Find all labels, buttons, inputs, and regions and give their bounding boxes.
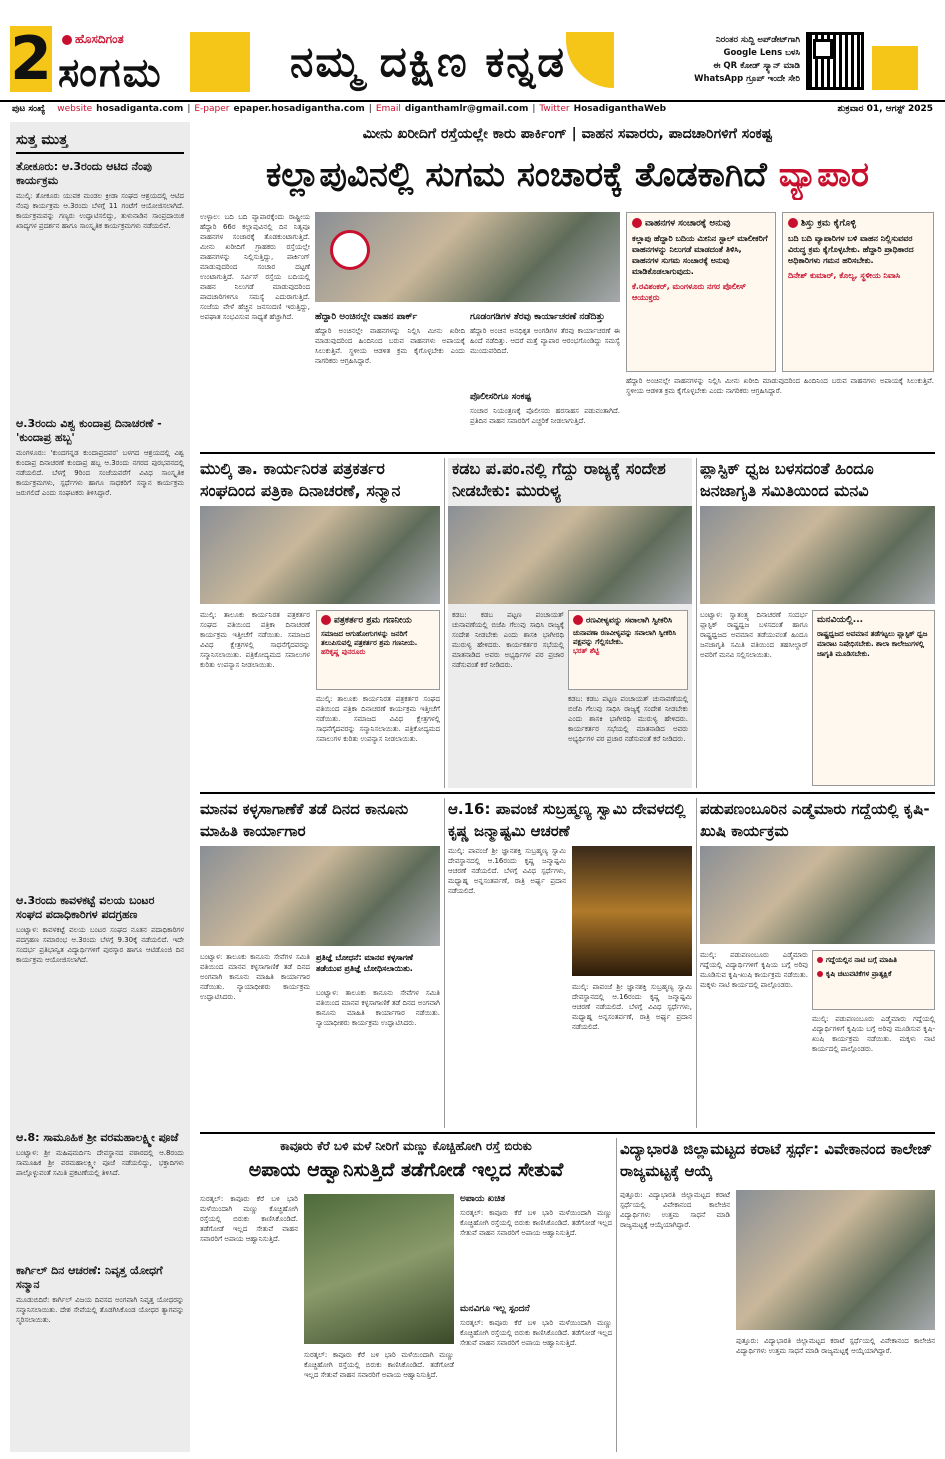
story-box-text: ಸಮಾಜದ ಆಗುಹೋಗುಗಳನ್ನು ಜನರಿಗೆ ತಲುಪಿಸುವಲ್ಲಿ ಪತ್ರಕರ್ತರ ಶ್ರಮ ಗಣನೀಯ. (321, 629, 418, 647)
section-title: ನಮ್ಮ ದಕ್ಷಿಣ ಕನ್ನಡ (290, 37, 567, 86)
sidebar-item-body: ಮಂಗಳೂರು: 'ಕುಂದಗನ್ನಡ ಕುಂದಾಪ್ರದವರ' ಬಳಗದ ಆಶ್ರಯದಲ್ಲಿ ವಿಶ್ವ ಕುಂದಾಪ್ರ ದಿನಾಚರಣೆ ಕುಂದಾಪ್ರ ಹಬ್ಬ ಆ.3ರಂದು ನಗರದ ಪುರಭವನದಲ್ಲಿ ನಡೆಯಲಿದೆ. ಬೆಳಗ್ಗೆ 9ರಿಂದ ಸಂಜೆಯವರೆಗೆ ವಿವಿಧ ಸಾಂಸ್ಕೃತಿಕ ಕಾರ್ಯಕ್ರಮಗಳು, ಸ್ಪರ್ಧೆಗಳು ಹಾಗೂ ಸಾಧಕರಿಗೆ ಸನ್ಮಾನ ಕಾರ್ಯಕ್ರಮ ಜರುಗಲಿದೆ ಎಂದು ಸಂಘಟಕರು ತಿಳಿಸಿದ್ದಾರೆ. (16, 449, 184, 497)
story-body: ಬಂಟ್ವಾಳ: ಸ್ವಾತಂತ್ರ್ಯ ದಿನಾಚರಣೆ ಸಂದರ್ಭ ಪ್ಲಾಸ್ಟಿಕ್ ರಾಷ್ಟ್ರಧ್ವಜ ಬಳಸದಂತೆ ಹಾಗೂ ರಾಷ್ಟ್ರಧ್ವಜದ ಅವಮಾನ ತಡೆಯುವಂತೆ ಹಿಂದೂ ಜನಜಾಗೃತಿ ಸಮಿತಿ ವತಿಯಿಂದ ತಹಸೀಲ್ದಾರ್ ಅವರಿಗೆ ಮನವಿ ಸಲ್ಲಿಸಲಾಯಿತು. (700, 611, 808, 659)
story-box-title: ಮನವಿಯಲ್ಲಿ... (817, 615, 864, 625)
quote-byline: ದಿನೇಶ್ ಕುಮಾರ್, ಕೊಲ್ಯ, ಸ್ಥಳೀಯ ನಿವಾಸಿ (788, 270, 901, 280)
sun-graphic (566, 32, 614, 88)
bullet-item: ಗದ್ದೆಯಲ್ಲಿನ ನಾಟಿ ಬಗ್ಗೆ ಮಾಹಿತಿ (817, 955, 930, 965)
info-bar: ಪುಟ ಸಂಖ್ಯೆ website hosadiganta.com | E-paper epaper.hosadigantha.com | Email diganthamlr@gmail.com | Twitter HosadiganthaWeb ಶುಕ್ರವಾರ 01, ಆಗಸ್ಟ್ 2025 (0, 100, 945, 116)
divider (616, 1138, 617, 1452)
quote-bullet-icon (632, 218, 642, 228)
yellow-tab (872, 46, 918, 90)
divider (444, 798, 445, 1128)
masthead (0, 0, 945, 102)
sidebar-item-body: ಮೂಡುಬಿದಿರೆ: ಕಾರ್ಗಿಲ್ ವಿಜಯ ದಿವಸದ ಅಂಗವಾಗಿ ನಿವೃತ್ತ ಯೋಧರನ್ನು ಸನ್ಮಾನಿಸಲಾಯಿತು. ದೇಶ ಸೇವೆಯಲ್ಲಿ ತೊಡಗಿಸಿಕೊಂಡ ಯೋಧರ ತ್ಯಾಗವನ್ನು ಸ್ಮರಿಸಲಾಯಿತು. (16, 1296, 184, 1324)
quote-text: ಕಲ್ಲಾಪು ಹೆದ್ದಾರಿ ಬದಿಯ ಮೀನಿನ ಸ್ಟಾಲ್ ಮಾಲೀಕರಿಗೆ ವಾಹನಗಳನ್ನು ನಿಲುಗಡೆ ಮಾಡದಂತೆ ತಿಳಿಸಿ, ವಾಹನಗಳ ಸುಗಮ ಸಂಚಾರಕ್ಕೆ ಅನುವು ಮಾಡಿಕೊಡಲಾಗುವುದು. (632, 233, 768, 276)
lead-subbody: ಹೆದ್ದಾರಿ ಅಂಚಿನ ಅನಧಿಕೃತ ಅಂಗಡಿಗಳ ತೆರವು ಕಾರ್ಯಾಚರಣೆ ಈ ಹಿಂದೆ ನಡೆದಿತ್ತು. ಆದರೆ ಮತ್ತೆ ವ್ಯಾಪಾರ ಆರಂಭಗೊಂಡಿದ್ದು ಸಮಸ್ಯೆ ಮುಂದುವರಿದಿದೆ. (470, 327, 620, 355)
sidebar-item-body: ಮುಲ್ಕಿ: ತೋಕೂರು ಯುವಕ ಮಂಡಲ ಕ್ರೀಡಾ ಸಂಘದ ಆಶ್ರಯದಲ್ಲಿ ಆಟಿದ ನೆಂಪು ಕಾರ್ಯಕ್ರಮ ಆ.3ರಂದು ಬೆಳಗ್ಗೆ 11 ಗಂಟೆಗೆ ಆಯೋಜಿಸಲಾಗಿದೆ. ಕಾರ್ಯಕ್ರಮವನ್ನು ಗಣ್ಯರು ಉದ್ಘಾಟಿಸಲಿದ್ದು, ತುಳುನಾಡಿನ ಸಾಂಪ್ರದಾಯಿಕ ಖಾದ್ಯಗಳ ಪ್ರದರ್ಶನ ಹಾಗೂ ಸಾಂಸ್ಕೃತಿಕ ಕಾರ್ಯಕ್ರಮಗಳು ನಡೆಯಲಿವೆ. (16, 192, 184, 230)
sidebar-item (16, 894, 184, 1125)
story-headline: ಕಡಬ ಪ.ಪಂ.ನಲ್ಲಿ ಗೆದ್ದು ರಾಜ್ಯಕ್ಕೆ ಸಂದೇಶ ನೀಡಬೇಕು: ಮುರುಳ್ಯ (452, 459, 666, 500)
quote-byline: ಕೆ.ರವಿಶಂಕರ್, ಮಂಗಳೂರು ನಗರ ಪೊಲೀಸ್ ಆಯುಕ್ತರು (632, 281, 746, 302)
quote-text: ಬದಿ ಬದಿ ವ್ಯಾಪಾರಿಗಳ ಬಳಿ ವಾಹನ ನಿಲ್ಲಿಸುವವರ ವಿರುದ್ಧ ಕ್ರಮ ಕೈಗೊಳ್ಳಬೇಕು. ಹೆದ್ದಾರಿ ಪ್ರಾಧಿಕಾರದ ಅಧಿಕಾರಿಗಳು ಗಮನ ಹರಿಸಬೇಕು. (788, 233, 914, 265)
twitter-label: Twitter (539, 104, 570, 114)
story-headline: ಪಡುಪಣಂಬೂರಿನ ಎಡ್ಮೆಮಾರು ಗದ್ದೆಯಲ್ಲಿ ಕೃಷಿ-ಖುಷಿ ಕಾರ್ಯಕ್ರಮ (700, 800, 930, 840)
story-body: ಮುಲ್ಕಿ: ಪಾವಂಜೆ ಶ್ರೀ ಜ್ಞಾನಶಕ್ತಿ ಸುಬ್ರಹ್ಮಣ್ಯ ಸ್ವಾಮಿ ದೇವಸ್ಥಾನದಲ್ಲಿ ಆ.16ರಂದು ಕೃಷ್ಣ ಜನ್ಮಾಷ್ಟಮಿ ಆಚರಣೆ ನಡೆಯಲಿದೆ. ಬೆಳಗ್ಗೆ ವಿವಿಧ ಸ್ಪರ್ಧೆಗಳು, ಮಧ್ಯಾಹ್ನ ಅನ್ನಸಂತರ್ಪಣೆ, ರಾತ್ರಿ ಅರ್ಘ್ಯ ಪ್ರದಾನ ನಡೆಯಲಿದೆ. (448, 847, 566, 895)
story-subhead: ಮನವಿಗೂ ಇಲ್ಲ ಸ್ಪಂದನೆ (460, 1304, 530, 1314)
sidebar-item-title: ಆ.3ರಂದು ವಿಶ್ವ ಕುಂದಾಪ್ರ ದಿನಾಚರಣೆ - 'ಕುಂದಾಪ್ರ ಹಬ್ಬ' (16, 417, 162, 444)
lead-subhead: ಪೊಲೀಸರಿಗೂ ಸಂಕಷ್ಟ (470, 392, 532, 402)
lead-headline: ಕಲ್ಲಾಪುವಿನಲ್ಲಿ ಸುಗಮ ಸಂಚಾರಕ್ಕೆ ತೊಡಕಾಗಿದೆ ವ್ಯಾಪಾರ (265, 155, 870, 195)
story-body-cont: ಸುರತ್ಕಲ್: ಕಾವೂರು ಕೆರೆ ಬಳಿ ಭಾರಿ ಮಳೆಯಿಂದಾಗಿ ಮಣ್ಣು ಕೊಚ್ಚಿಹೋಗಿ ರಸ್ತೆಯಲ್ಲಿ ಬಿರುಕು ಕಾಣಿಸಿಕೊಂಡಿದೆ. ತಡೆಗೋಡೆ ಇಲ್ಲದ ಸೇತುವೆ ವಾಹನ ಸವಾರರಿಗೆ ಅಪಾಯ ಆಹ್ವಾನಿಸುತ್ತಿದೆ. (304, 1351, 454, 1379)
website-label: website (57, 104, 93, 114)
story-photo (200, 846, 440, 946)
lead-section-1 (315, 306, 465, 416)
sidebar-item-title: ಆ.8: ಸಾಮೂಹಿಕ ಶ್ರೀ ವರಮಹಾಲಕ್ಷ್ಮೀ ಪೂಜೆ (16, 1131, 179, 1144)
story-farming (700, 798, 935, 1128)
story-photo (200, 506, 440, 604)
story-side (460, 1194, 612, 1438)
story-photo (700, 846, 935, 944)
sidebar-item-body: ಬಂಟ್ವಾಳ: ಕಾವಳಕಟ್ಟೆ ವಲಯ ಬಂಟರ ಸಂಘದ ನೂತನ ಪದಾಧಿಕಾರಿಗಳ ಪದಗ್ರಹಣ ಸಮಾರಂಭ ಆ.3ರಂದು ಬೆಳಗ್ಗೆ 9.30ಕ್ಕೆ ನಡೆಯಲಿದೆ. ಇದೇ ಸಂದರ್ಭ ಪ್ರತಿಭಾನ್ವಿತ ವಿದ್ಯಾರ್ಥಿಗಳಿಗೆ ಪುರಸ್ಕಾರ ಹಾಗೂ ಆಟಿಡೊಂಜಿ ದಿನ ಕಾರ್ಯಕ್ರಮ ಆಯೋಜಿಸಲಾಗಿದೆ. (16, 926, 184, 964)
story-body-cont: ಮುಲ್ಕಿ: ಪಾವಂಜೆ ಶ್ರೀ ಜ್ಞಾನಶಕ್ತಿ ಸುಬ್ರಹ್ಮಣ್ಯ ಸ್ವಾಮಿ ದೇವಸ್ಥಾನದಲ್ಲಿ ಆ.16ರಂದು ಕೃಷ್ಣ ಜನ್ಮಾಷ್ಟಮಿ ಆಚರಣೆ ನಡೆಯಲಿದೆ. ಬೆಳಗ್ಗೆ ವಿವಿಧ ಸ್ಪರ್ಧೆಗಳು, ಮಧ್ಯಾಹ್ನ ಅನ್ನಸಂತರ್ಪಣೆ, ರಾತ್ರಿ ಅರ್ಘ್ಯ ಪ್ರದಾನ ನಡೆಯಲಿದೆ. (572, 983, 692, 1031)
divider (200, 1132, 935, 1134)
story-headline: ಅಪಾಯ ಆಹ್ವಾನಿಸುತ್ತಿದೆ ತಡೆಗೋಡೆ ಇಲ್ಲದ ಸೇತುವೆ (248, 1159, 564, 1181)
divider (444, 458, 445, 788)
story-subhead: ಅಪಾಯ ಖಚಿತ (460, 1194, 506, 1204)
story-body: ಕಡಬ: ಕಡಬ ಪಟ್ಟಣ ಪಂಚಾಯತ್ ಚುನಾವಣೆಯಲ್ಲಿ ಬಿಜೆಪಿ ಗೆಲುವು ಸಾಧಿಸಿ ರಾಜ್ಯಕ್ಕೆ ಸಂದೇಶ ನೀಡಬೇಕು ಎಂದು ಶಾಸಕಿ ಭಾಗೀರಥಿ ಮುರುಳ್ಯ ಹೇಳಿದರು. ಕಾರ್ಯಕರ್ತರ ಸಭೆಯಲ್ಲಿ ಮಾತನಾಡಿದ ಅವರು ಅಭ್ಯರ್ಥಿಗಳ ಪರ ಪ್ರಚಾರ ನಡೆಸುವಂತೆ ಕರೆ ನೀಡಿದರು. (452, 611, 564, 669)
quote-box (626, 212, 776, 372)
story-headline: ಪ್ಲಾಸ್ಟಿಕ್ ಧ್ವಜ ಬಳಸದಂತೆ ಹಿಂದೂ ಜನಜಾಗೃತಿ ಸಮಿತಿಯಿಂದ ಮನವಿ (700, 459, 874, 500)
story-body: ಮುಲ್ಕಿ: ತಾಲೂಕು ಕಾರ್ಯನಿರತ ಪತ್ರಕರ್ತರ ಸಂಘದ ವತಿಯಿಂದ ಪತ್ರಿಕಾ ದಿನಾಚರಣೆ ಕಾರ್ಯಕ್ರಮ ಇತ್ತೀಚೆಗೆ ನಡೆಯಿತು. ಸಮಾಜದ ವಿವಿಧ ಕ್ಷೇತ್ರಗಳಲ್ಲಿ ಸಾಧನೆಗೈದವರನ್ನು ಸನ್ಮಾನಿಸಲಾಯಿತು. ಪತ್ರಿಕೋದ್ಯಮದ ಸವಾಲುಗಳ ಕುರಿತು ಉಪನ್ಯಾಸ ನೀಡಲಾಯಿತು. (200, 611, 310, 669)
story-body-cont: ಕಡಬ: ಕಡಬ ಪಟ್ಟಣ ಪಂಚಾಯತ್ ಚುನಾವಣೆಯಲ್ಲಿ ಬಿಜೆಪಿ ಗೆಲುವು ಸಾಧಿಸಿ ರಾಜ್ಯಕ್ಕೆ ಸಂದೇಶ ನೀಡಬೇಕು ಎಂದು ಶಾಸಕಿ ಭಾಗೀರಥಿ ಮುರುಳ್ಯ ಹೇಳಿದರು. ಕಾರ್ಯಕರ್ತರ ಸಭೆಯಲ್ಲಿ ಮಾತನಾಡಿದ ಅವರು ಅಭ್ಯರ್ಥಿಗಳ ಪರ ಪ್ರಚಾರ ನಡೆಸುವಂತೆ ಕರೆ ನೀಡಿದರು. (568, 695, 688, 743)
story-body: ಪುತ್ತೂರು: ವಿದ್ಯಾಭಾರತಿ ಜಿಲ್ಲಾಮಟ್ಟದ ಕರಾಟೆ ಸ್ಪರ್ಧೆಯಲ್ಲಿ ವಿವೇಕಾನಂದ ಕಾಲೇಜಿನ ವಿದ್ಯಾರ್ಥಿಗಳು ಉತ್ತಮ ಸಾಧನೆ ಮಾಡಿ ರಾಜ್ಯಮಟ್ಟಕ್ಕೆ ಆಯ್ಕೆಯಾಗಿದ್ದಾರೆ. (620, 1191, 730, 1229)
email-link[interactable]: diganthamlr@gmail.com (404, 104, 529, 114)
story-trafficking (200, 798, 440, 1128)
website-link[interactable]: hosadiganta.com (96, 104, 184, 114)
story-box-title: ರಣವೀಳ್ಯವನ್ನು ಸವಾಲಾಗಿ ಸ್ವೀಕರಿಸಿ (573, 615, 683, 626)
story-body-cont: ಪುತ್ತೂರು: ವಿದ್ಯಾಭಾರತಿ ಜಿಲ್ಲಾಮಟ್ಟದ ಕರಾಟೆ ಸ್ಪರ್ಧೆಯಲ್ಲಿ ವಿವೇಕಾನಂದ ಕಾಲೇಜಿನ ವಿದ್ಯಾರ್ಥಿಗಳು ಉತ್ತಮ ಸಾಧನೆ ಮಾಡಿ ರಾಜ್ಯಮಟ್ಟಕ್ಕೆ ಆಯ್ಕೆಯಾಗಿದ್ದಾರೆ. (736, 1337, 935, 1355)
yellow-block (190, 32, 250, 92)
lead-kicker: ಮೀನು ಖರೀದಿಗೆ ರಸ್ತೆಯಲ್ಲೇ ಕಾರು ಪಾರ್ಕಿಂಗ್ | ವಾಹನ ಸವಾರರು, ಪಾದಚಾರಿಗಳಿಗೆ ಸಂಕಷ್ಟ (362, 126, 773, 142)
quote-title: ಶಿಸ್ತು ಕ್ರಮ ಕೈಗೊಳ್ಳಿ (788, 218, 928, 230)
lead-subbody: ಸಂಚಾರ ನಿಯಂತ್ರಣಕ್ಕೆ ಪೊಲೀಸರು ಹರಸಾಹಸ ಪಡುವಂತಾಗಿದೆ. ಪ್ರತಿದಿನ ವಾಹನ ಸವಾರರಿಗೆ ಎಚ್ಚರಿಕೆ ನೀಡಲಾಗುತ್ತಿದೆ. (470, 407, 620, 425)
brand-name: ಹೊಸದಿಗಂತ (62, 32, 124, 47)
story-headline: ವಿದ್ಯಾಭಾರತಿ ಜಿಲ್ಲಾಮಟ್ಟದ ಕರಾಟೆ ಸ್ಪರ್ಧೆ: ವಿವೇಕಾನಂದ ಕಾಲೇಜ್ ರಾಜ್ಯಮಟ್ಟಕ್ಕೆ ಆಯ್ಕೆ (620, 1140, 933, 1180)
story-photo (448, 506, 692, 604)
story-subbody: ಸುರತ್ಕಲ್: ಕಾವೂರು ಕೆರೆ ಬಳಿ ಭಾರಿ ಮಳೆಯಿಂದಾಗಿ ಮಣ್ಣು ಕೊಚ್ಚಿಹೋಗಿ ರಸ್ತೆಯಲ್ಲಿ ಬಿರುಕು ಕಾಣಿಸಿಕೊಂಡಿದೆ. ತಡೆಗೋಡೆ ಇಲ್ಲದ ಸೇತುವೆ ವಾಹನ ಸವಾರರಿಗೆ ಅಪಾಯ ಆಹ್ವಾನಿಸುತ್ತಿದೆ. (460, 1209, 612, 1237)
page-number: 2 (10, 24, 52, 94)
story-box (568, 610, 688, 690)
bullet-icon (321, 615, 331, 625)
story-box (316, 610, 440, 690)
story-box-byline: ಹರಿಕೃಷ್ಣ ಪುನರೂರು (321, 647, 366, 656)
story-photo (700, 506, 935, 604)
sidebar-item (16, 417, 184, 888)
story-subbody: ಸುರತ್ಕಲ್: ಕಾವೂರು ಕೆರೆ ಬಳಿ ಭಾರಿ ಮಳೆಯಿಂದಾಗಿ ಮಣ್ಣು ಕೊಚ್ಚಿಹೋಗಿ ರಸ್ತೆಯಲ್ಲಿ ಬಿರುಕು ಕಾಣಿಸಿಕೊಂಡಿದೆ. ತಡೆಗೋಡೆ ಇಲ್ಲದ ಸೇತುವೆ ವಾಹನ ಸವಾರರಿಗೆ ಅಪಾಯ ಆಹ್ವಾನಿಸುತ್ತಿದೆ. (460, 1319, 612, 1347)
quote-bullet-icon (788, 218, 798, 228)
issue-date: ಶುಕ್ರವಾರ 01, ಆಗಸ್ಟ್ 2025 (837, 104, 933, 114)
story-box (812, 950, 935, 1010)
epaper-label: E-paper (194, 104, 230, 114)
bullet-icon (573, 615, 583, 625)
story-body: ಸುರತ್ಕಲ್: ಕಾವೂರು ಕೆರೆ ಬಳಿ ಭಾರಿ ಮಳೆಯಿಂದಾಗಿ ಮಣ್ಣು ಕೊಚ್ಚಿಹೋಗಿ ರಸ್ತೆಯಲ್ಲಿ ಬಿರುಕು ಕಾಣಿಸಿಕೊಂಡಿದೆ. ತಡೆಗೋಡೆ ಇಲ್ಲದ ಸೇತುವೆ ವಾಹನ ಸವಾರರಿಗೆ ಅಪಾಯ ಆಹ್ವಾನಿಸುತ್ತಿದೆ. (200, 1195, 298, 1243)
story-journalists (200, 458, 440, 788)
bridge-photo (304, 1194, 454, 1344)
lead-continuation: ಹೆದ್ದಾರಿ ಅಂಚಿನಲ್ಲೇ ವಾಹನಗಳನ್ನು ನಿಲ್ಲಿಸಿ ಮೀನು ಖರೀದಿ ಮಾಡುವುದರಿಂದ ಹಿಂದಿನಿಂದ ಬರುವ ವಾಹನಗಳು ಅಪಾಯಕ್ಕೆ ಸಿಲುಕುತ್ತಿವೆ. ಸ್ಥಳೀಯ ಆಡಳಿತ ಕ್ರಮ ಕೈಗೊಳ್ಳಬೇಕು ಎಂದು ನಾಗರಿಕರು ಆಗ್ರಹಿಸಿದ್ದಾರೆ. (626, 377, 934, 395)
lead-section-2 (470, 306, 620, 436)
story-body: ಮುಲ್ಕಿ: ಪಡುಪಣಂಬೂರು ಎಡ್ಮೆಮಾರು ಗದ್ದೆಯಲ್ಲಿ ವಿದ್ಯಾರ್ಥಿಗಳಿಗೆ ಕೃಷಿಯ ಬಗ್ಗೆ ಅರಿವು ಮೂಡಿಸುವ ಕೃಷಿ-ಖುಷಿ ಕಾರ್ಯಕ್ರಮ ನಡೆಯಿತು. ಮಕ್ಕಳು ನಾಟಿ ಕಾರ್ಯದಲ್ಲಿ ಪಾಲ್ಗೊಂಡರು. (700, 951, 808, 989)
epaper-link[interactable]: epaper.hosadigantha.com (233, 104, 365, 114)
story-box-byline: ಭರತ್ ಶೆಟ್ಟಿ (573, 646, 600, 655)
lead-subhead: ಹೆದ್ದಾರಿ ಅಂಚಿನಲ್ಲೇ ವಾಹನ ಪಾರ್ಕ್ (315, 312, 418, 322)
story-headline: ಮಾನವ ಕಳ್ಳಸಾಗಾಣೆಕೆ ತಡೆ ದಿನದ ಕಾನೂನು ಮಾಹಿತಿ ಕಾರ್ಯಾಗಾರ (200, 800, 409, 840)
sidebar-item (16, 1264, 184, 1435)
story-karate (620, 1138, 935, 1452)
bullet-item: ಕೃಷಿ ಚಟುವಟಿಕೆಗಳ ಪ್ರಾತ್ಯಕ್ಷಿಕೆ (817, 969, 930, 979)
quote-title: ವಾಹನಗಳ ಸಂಚಾರಕ್ಕೆ ಅನುವು (632, 218, 770, 230)
story-box (812, 610, 935, 786)
divider (200, 452, 935, 454)
sidebar-item-title: ತೋಕೂರು: ಆ.3ರಂದು ಆಟಿದ ನೆಂಪು ಕಾರ್ಯಕ್ರಮ (16, 160, 152, 187)
sidebar-item-title: ಕಾರ್ಗಿಲ್ ದಿನ ಆಚರಣೆ: ನಿವೃತ್ತ ಯೋಧಗೆ ಸನ್ಮಾನ (16, 1264, 163, 1291)
sidebar (10, 122, 190, 1452)
story-quote: ಪ್ರತಿಜ್ಞೆ ಬೋಧನೆ: ಮಾನವ ಕಳ್ಳಸಾಗಣೆ ತಡೆಯುವ ಪ್ರತಿಜ್ಞೆ ಬೋಧಿಸಲಾಯಿತು. (316, 953, 413, 973)
deity-photo (572, 846, 692, 976)
story-body: ಬಂಟ್ವಾಳ: ತಾಲೂಕು ಕಾನೂನು ಸೇವೆಗಳ ಸಮಿತಿ ವತಿಯಿಂದ ಮಾನವ ಕಳ್ಳಸಾಗಾಣಿಕೆ ತಡೆ ದಿನದ ಅಂಗವಾಗಿ ಕಾನೂನು ಮಾಹಿತಿ ಕಾರ್ಯಾಗಾರ ನಡೆಯಿತು. ನ್ಯಾಯಾಧೀಶರು ಕಾರ್ಯಕ್ರಮ ಉದ್ಘಾಟಿಸಿದರು. (200, 953, 310, 1001)
story-box-title: ಪತ್ರಕರ್ತರ ಶ್ರಮ ಗಣನೀಯ (321, 615, 435, 627)
sidebar-item-title: ಆ.3ರಂದು ಕಾವಳಕಟ್ಟೆ ವಲಯ ಬಂಟರ ಸಂಘದ ಪದಾಧಿಕಾರಿಗಳ ಪದಗ್ರಹಣ (16, 894, 155, 921)
story-box-text: ಚುನಾವಣಾ ರಣವೀಳ್ಯವನ್ನು ಸವಾಲಾಗಿ ಸ್ವೀಕರಿಸಿ ಪಕ್ಷವನ್ನು ಗೆಲ್ಲಿಸಬೇಕು. (573, 628, 677, 646)
supplement-title: ಸಂಗಮ (58, 50, 163, 96)
sidebar-item (16, 1131, 184, 1258)
sidebar-logo: ಸುತ್ತ ಮುತ್ತ (16, 128, 184, 154)
story-box-text: ರಾಷ್ಟ್ರಧ್ವಜದ ಅವಮಾನ ತಡೆಗಟ್ಟಲು ಪ್ಲಾಸ್ಟಿಕ್ ಧ್ವಜ ಮಾರಾಟ ನಿಷೇಧಿಸಬೇಕು. ಶಾಲಾ ಕಾಲೇಜುಗಳಲ್ಲಿ ಜಾಗೃತಿ ಮೂಡಿಸಬೇಕು. (817, 630, 928, 658)
lead-subhead: ಗೂಡಂಗಡಿಗಳ ತೆರವು ಕಾರ್ಯಾಚರಣೆ ನಡೆದಿತ್ತು (470, 312, 605, 322)
bullet-icon (817, 957, 823, 963)
email-label: Email (375, 104, 401, 114)
sidebar-item (16, 160, 184, 411)
brand-dot-icon (62, 35, 72, 45)
twitter-link[interactable]: HosadiganthaWeb (573, 104, 667, 114)
story-bridge (200, 1138, 612, 1452)
edition-label: ಪುಟ ಸಂಖ್ಯೆ (12, 104, 46, 114)
story-janmashtami (448, 798, 692, 1128)
story-body-cont: ಬಂಟ್ವಾಳ: ತಾಲೂಕು ಕಾನೂನು ಸೇವೆಗಳ ಸಮಿತಿ ವತಿಯಿಂದ ಮಾನವ ಕಳ್ಳಸಾಗಾಣಿಕೆ ತಡೆ ದಿನದ ಅಂಗವಾಗಿ ಕಾನೂನು ಮಾಹಿತಿ ಕಾರ್ಯಾಗಾರ ನಡೆಯಿತು. ನ್ಯಾಯಾಧೀಶರು ಕಾರ್ಯಕ್ರಮ ಉದ್ಘಾಟಿಸಿದರು. (316, 989, 440, 1027)
divider (200, 792, 935, 794)
qr-code-icon[interactable] (806, 32, 864, 90)
story-body-cont: ಮುಲ್ಕಿ: ಪಡುಪಣಂಬೂರು ಎಡ್ಮೆಮಾರು ಗದ್ದೆಯಲ್ಲಿ ವಿದ್ಯಾರ್ಥಿಗಳಿಗೆ ಕೃಷಿಯ ಬಗ್ಗೆ ಅರಿವು ಮೂಡಿಸುವ ಕೃಷಿ-ಖುಷಿ ಕಾರ್ಯಕ್ರಮ ನಡೆಯಿತು. ಮಕ್ಕಳು ನಾಟಿ ಕಾರ್ಯದಲ್ಲಿ ಪಾಲ್ಗೊಂಡರು. (812, 1015, 935, 1053)
team-photo (736, 1190, 935, 1330)
story-kicker: ಕಾವೂರು ಕೆರೆ ಬಳಿ ಮಳೆ ನೀರಿಗೆ ಮಣ್ಣು ಕೊಚ್ಚಿಹೋಗಿ ರಸ್ತೆ ಬಿರುಕು (280, 1139, 532, 1153)
story-headline: ಆ.16: ಪಾವಂಜೆ ಸುಬ್ರಹ್ಮಣ್ಯ ಸ್ವಾಮಿ ದೇವಳದಲ್ಲಿ ಕೃಷ್ಣ ಜನ್ಮಾಷ್ಟಮಿ ಆಚರಣೆ (448, 800, 686, 840)
story-flag (700, 458, 935, 788)
quote-box (782, 212, 934, 372)
stamp-icon (330, 230, 370, 270)
sidebar-item-body: ಬಂಟ್ವಾಳ: ಶ್ರೀ ಮಹಿಷಮರ್ದಿನಿ ದೇವಸ್ಥಾನದ ವಠಾರದಲ್ಲಿ ಆ.8ರಂದು ಸಾಮೂಹಿಕ ಶ್ರೀ ವರಮಹಾಲಕ್ಷ್ಮೀ ಪೂಜೆ ನಡೆಯಲಿದ್ದು, ಭಕ್ತಾದಿಗಳು ಪಾಲ್ಗೊಳ್ಳುವಂತೆ ಸಮಿತಿ ಪ್ರಕಟಣೆಯಲ್ಲಿ ತಿಳಿಸಿದೆ. (16, 1149, 184, 1177)
bullet-icon (817, 971, 823, 977)
divider (696, 458, 697, 788)
story-body-cont: ಮುಲ್ಕಿ: ತಾಲೂಕು ಕಾರ್ಯನಿರತ ಪತ್ರಕರ್ತರ ಸಂಘದ ವತಿಯಿಂದ ಪತ್ರಿಕಾ ದಿನಾಚರಣೆ ಕಾರ್ಯಕ್ರಮ ಇತ್ತೀಚೆಗೆ ನಡೆಯಿತು. ಸಮಾಜದ ವಿವಿಧ ಕ್ಷೇತ್ರಗಳಲ್ಲಿ ಸಾಧನೆಗೈದವರನ್ನು ಸನ್ಮಾನಿಸಲಾಯಿತು. ಪತ್ರಿಕೋದ್ಯಮದ ಸವಾಲುಗಳ ಕುರಿತು ಉಪನ್ಯಾಸ ನೀಡಲಾಯಿತು. (316, 695, 440, 743)
story-kadaba (448, 458, 692, 788)
divider (696, 798, 697, 1128)
lead-body: ಉಳ್ಳಾಲ: ಬದಿ ಬದಿ ವ್ಯಾಪಾರಕ್ಕೆಂದು ರಾಷ್ಟ್ರೀಯ ಹೆದ್ದಾರಿ 66ರ ಕಲ್ಲಾಪುವಿನಲ್ಲಿ ದಿನ ನಿತ್ಯವೂ ವಾಹನಗಳ ಸಂಚಾರಕ್ಕೆ ತೊಡಕುಂಟಾಗುತ್ತಿದೆ. ಮೀನು ಖರೀದಿಗೆ ಗ್ರಾಹಕರು ರಸ್ತೆಯಲ್ಲೇ ವಾಹನಗಳನ್ನು ನಿಲ್ಲಿಸುತ್ತಿದ್ದು, ಪಾರ್ಕಿಂಗ್ ಮಾಡುವುದರಿಂದ ಸಂಚಾರ ದಟ್ಟಣೆ ಉಂಟಾಗುತ್ತಿದೆ. ಸರ್ವಿಸ್ ರಸ್ತೆಯ ಬದಿಯಲ್ಲಿ ವಾಹನ ನಿಲುಗಡೆ ಮಾಡುವುದರಿಂದ ಪಾದಚಾರಿಗಳಿಗೂ ಸಮಸ್ಯೆ ಎದುರಾಗುತ್ತಿದೆ. ಸಂಜೆಯ ವೇಳೆ ಹೆಚ್ಚಿನ ಜನಸಂದಣಿ ಇರುತ್ತಿದ್ದು, ಅಪಘಾತ ಸಂಭವಿಸುವ ಸಾಧ್ಯತೆ ಹೆಚ್ಚಾಗಿದೆ. (200, 213, 310, 321)
story-headline: ಮುಲ್ಕಿ ತಾ. ಕಾರ್ಯನಿರತ ಪತ್ರಕರ್ತರ ಸಂಘದಿಂದ ಪತ್ರಿಕಾ ದಿನಾಚರಣೆ, ಸನ್ಮಾನ (200, 459, 401, 500)
lead-subbody: ಹೆದ್ದಾರಿ ಅಂಚಿನಲ್ಲೇ ವಾಹನಗಳನ್ನು ನಿಲ್ಲಿಸಿ ಮೀನು ಖರೀದಿ ಮಾಡುವುದರಿಂದ ಹಿಂದಿನಿಂದ ಬರುವ ವಾಹನಗಳು ಅಪಾಯಕ್ಕೆ ಸಿಲುಕುತ್ತಿವೆ. ಸ್ಥಳೀಯ ಆಡಳಿತ ಕ್ರಮ ಕೈಗೊಳ್ಳಬೇಕು ಎಂದು ನಾಗರಿಕರು ಆಗ್ರಹಿಸಿದ್ದಾರೆ. (315, 327, 465, 365)
qr-promo: ನಿರಂತರ ಸುದ್ದಿ ಅಪ್‌ಡೇಟ್‌ಗಾಗಿ Google Lens ಬಳಸಿ ಈ QR ಕೋಡ್ ಸ್ಕ್ಯಾನ್ ಮಾಡಿ WhatsApp ಗ್ರೂಪ್ ಇಂದೇ ಸೇರಿ (694, 35, 800, 84)
